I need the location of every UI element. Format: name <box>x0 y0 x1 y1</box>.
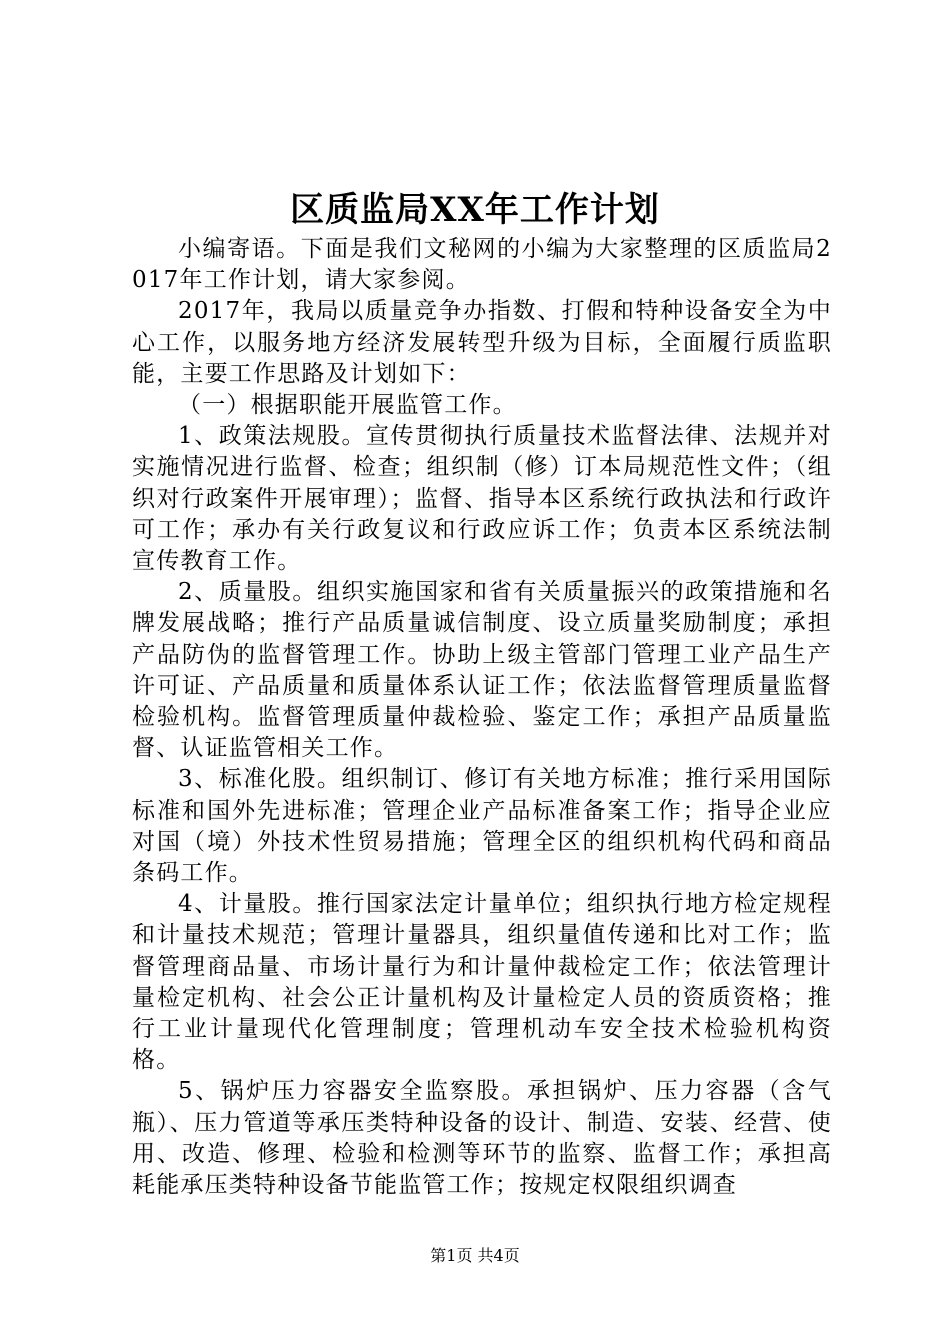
paragraph-policy-law: 1、政策法规股。宣传贯彻执行质量技术监督法律、法规并对实施情况进行监督、检查；组织制（修）订本局规范性文件；（组织对行政案件开展审理）；监督、指导本区系统行政执法和行政许可工作；承办有关行政复议和行政应诉工作；负责本区系统法制宣传教育工作。 <box>132 423 832 575</box>
document-body <box>132 234 832 1201</box>
paragraph-intro: 小编寄语。下面是我们文秘网的小编为大家整理的区质监局2017年工作计划，请大家参阅。 <box>132 236 832 294</box>
paragraph-metrology: 4、计量股。推行国家法定计量单位；组织执行地方检定规程和计量技术规范；管理计量器具，组织量值传递和比对工作；监督管理商品量、市场计量行为和计量仲裁检定工作；依法管理计量检定机构、社会公正计量机构及计量检定人员的资质资格；推行工业计量现代化管理制度；管理机动车安全技术检验机构资格。 <box>132 891 832 1074</box>
document-title: 区质监局XX年工作计划 <box>290 190 660 230</box>
section-heading-1: （一）根据职能开展监管工作。 <box>178 392 517 419</box>
page-number: 第1页 共4页 <box>430 1246 520 1265</box>
paragraph-boiler-safety: 5、锅炉压力容器安全监察股。承担锅炉、压力容器（含气瓶）、压力管道等承压类特种设备的设计、制造、安装、经营、使用、改造、修理、检验和检测等环节的监察、监督工作；承担高耗能承压类特种设备节能监管工作；按规定权限组织调查 <box>132 1078 832 1199</box>
paragraph-overview: 2017年，我局以质量竞争办指数、打假和特种设备安全为中心工作，以服务地方经济发展转型升级为目标，全面履行质监职能，主要工作思路及计划如下： <box>132 298 832 387</box>
paragraph-standardization: 3、标准化股。组织制订、修订有关地方标准；推行采用国际标准和国外先进标准；管理企业产品标准备案工作；指导企业应对国（境）外技术性贸易措施；管理全区的组织机构代码和商品条码工作。 <box>132 766 832 887</box>
paragraph-quality: 2、质量股。组织实施国家和省有关质量振兴的政策措施和名牌发展战略；推行产品质量诚信制度、设立质量奖励制度；承担产品防伪的监督管理工作。协助上级主管部门管理工业产品生产许可证、产品质量和质量体系认证工作；依法监督管理质量监督检验机构。监督管理质量仲裁检验、鉴定工作；承担产品质量监督、认证监管相关工作。 <box>132 579 832 762</box>
